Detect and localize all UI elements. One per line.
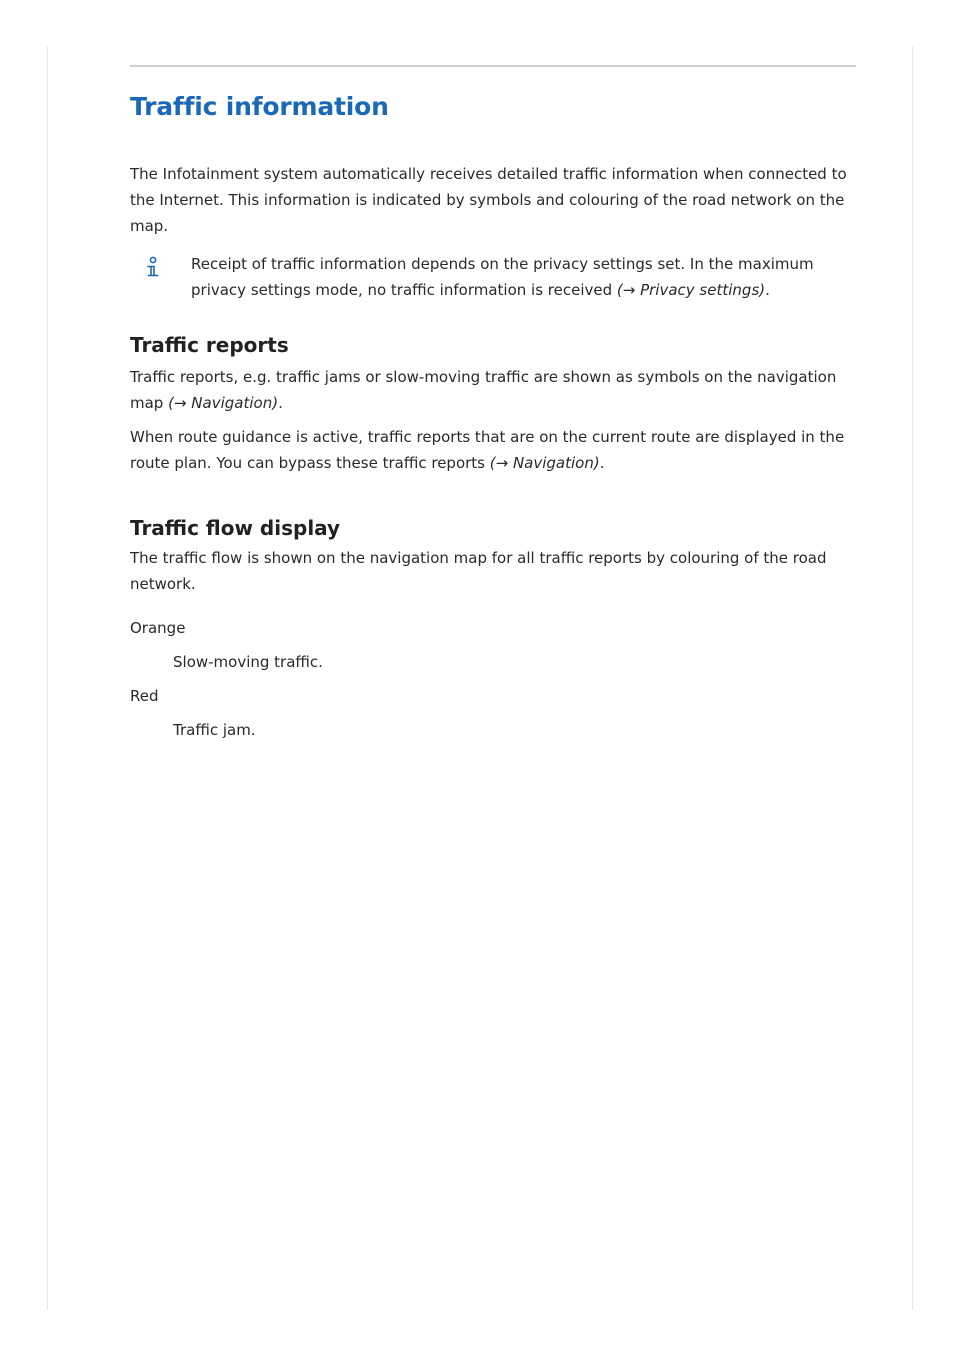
- page-content: [130, 88, 856, 743]
- traffic-reports-paragraph-1: [130, 364, 856, 416]
- reports-p1-end: .: [278, 394, 283, 412]
- info-note-text: [191, 251, 856, 303]
- intro-paragraph: The Infotainment system automatically receives detailed traffic information when connected to the Internet. This information is indicated by symbols and colouring of the road network on the map.: [130, 165, 847, 235]
- traffic-colour-list: [130, 615, 856, 743]
- note-text: Receipt of traffic information depends on the privacy settings set. In the maximum privacy settings mode, no traffic information is received: [191, 255, 814, 299]
- navigation-link-1[interactable]: (→ Navigation): [168, 394, 279, 412]
- traffic-reports-heading: Traffic reports: [130, 333, 289, 357]
- privacy-settings-link[interactable]: (→ Privacy settings): [616, 281, 766, 299]
- traffic-flow-paragraph: The traffic flow is shown on the navigation map for all traffic reports by colouring of the road network.: [130, 549, 827, 593]
- colour-term-orange: Orange: [130, 619, 186, 637]
- left-margin-line: [47, 46, 48, 1310]
- traffic-reports-paragraph-2: [130, 424, 856, 476]
- info-icon: [144, 256, 162, 280]
- colour-term-red: Red: [130, 687, 159, 705]
- top-rule: [130, 65, 856, 67]
- info-note: [130, 251, 856, 303]
- reports-p2-end: .: [599, 454, 605, 472]
- right-margin-line: [912, 46, 913, 1310]
- traffic-flow-heading: Traffic flow display: [130, 516, 341, 540]
- colour-desc-red: Traffic jam.: [173, 721, 256, 739]
- page-title: Traffic information: [130, 92, 389, 121]
- note-end: .: [765, 281, 770, 299]
- reports-p2-text: When route guidance is active, traffic reports that are on the current route are displayed in the route plan. You can bypass these traffic reports: [130, 428, 845, 472]
- colour-desc-orange: Slow-moving traffic.: [173, 653, 323, 671]
- navigation-link-2[interactable]: (→ Navigation): [489, 454, 600, 472]
- reports-p1-text: Traffic reports, e.g. traffic jams or slow-moving traffic are shown as symbols on the navigation map: [130, 368, 837, 412]
